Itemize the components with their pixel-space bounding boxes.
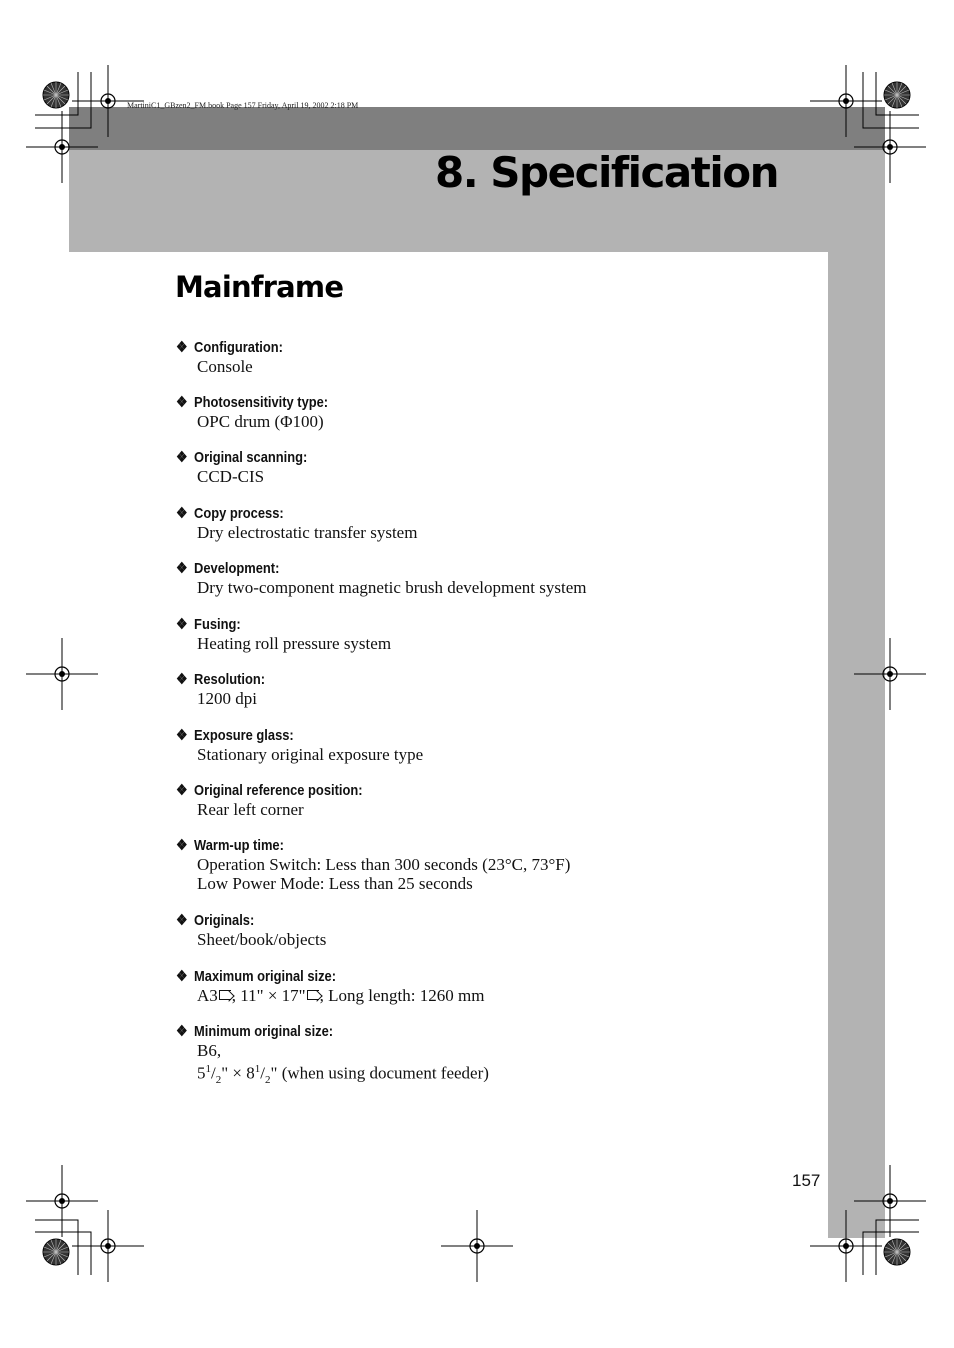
diamond-bullet-icon: ❖ (176, 449, 188, 466)
spec-value: A3 , 11" × 17" , Long length: 1260 mm (197, 986, 485, 1005)
spec-label: Photosensitivity type: (194, 394, 329, 411)
spec-label: Exposure glass: (194, 727, 294, 744)
spec-label: Original scanning: (194, 449, 308, 466)
spec-value: Operation Switch: Less than 300 seconds (23°C, 73°F) (197, 855, 571, 874)
spec-value: Heating roll pressure system (197, 634, 392, 653)
diamond-bullet-icon: ❖ (176, 505, 188, 522)
spec-label: Original reference position: (194, 782, 363, 799)
spec-value: Console (197, 357, 253, 376)
diamond-bullet-icon: ❖ (176, 394, 188, 411)
chapter-title: 8. Specification (434, 148, 778, 197)
spec-value: Dry two-component magnetic brush development system (197, 578, 587, 597)
spec-label: Originals: (194, 912, 255, 929)
spec-value: 1200 dpi (197, 689, 257, 708)
diamond-bullet-icon: ❖ (176, 339, 188, 356)
diamond-bullet-icon: ❖ (176, 1023, 188, 1040)
spec-value: Dry electrostatic transfer system (197, 523, 418, 542)
diamond-bullet-icon: ❖ (176, 671, 188, 688)
spec-value-line2: $5^1/_2$" × $8^1/_2$" (when using document feeder) (197, 1063, 489, 1087)
diamond-bullet-icon: ❖ (176, 560, 188, 577)
spec-label: Configuration: (194, 339, 283, 356)
diamond-bullet-icon: ❖ (176, 616, 188, 633)
spec-value: Stationary original exposure type (197, 745, 424, 764)
spec-value: CCD-CIS (197, 467, 265, 486)
spec-label: Fusing: (194, 616, 241, 633)
spec-value-line2: Low Power Mode: Less than 25 seconds (197, 874, 473, 893)
spec-value: Sheet/book/objects (197, 930, 327, 949)
spec-label: Copy process: (194, 505, 284, 522)
section-title: Mainframe (175, 270, 344, 304)
spec-label: Maximum original size: (194, 968, 337, 985)
spec-value: OPC drum (Φ100) (197, 412, 324, 431)
print-header: MartiniC1_GBzen2_FM.book Page 157 Friday, April 19, 2002 2:18 PM (127, 101, 359, 110)
spec-label: Development: (194, 560, 280, 577)
spec-label: Warm-up time: (194, 837, 284, 854)
diamond-bullet-icon: ❖ (176, 912, 188, 929)
diamond-bullet-icon: ❖ (176, 837, 188, 854)
spec-value: Rear left corner (197, 800, 304, 819)
spec-label: Minimum original size: (194, 1023, 334, 1040)
spec-value: B6, (197, 1041, 222, 1060)
diamond-bullet-icon: ❖ (176, 968, 188, 985)
diamond-bullet-icon: ❖ (176, 727, 188, 744)
page-number: 157 (792, 1171, 821, 1190)
diamond-bullet-icon: ❖ (176, 782, 188, 799)
spec-label: Resolution: (194, 671, 266, 688)
